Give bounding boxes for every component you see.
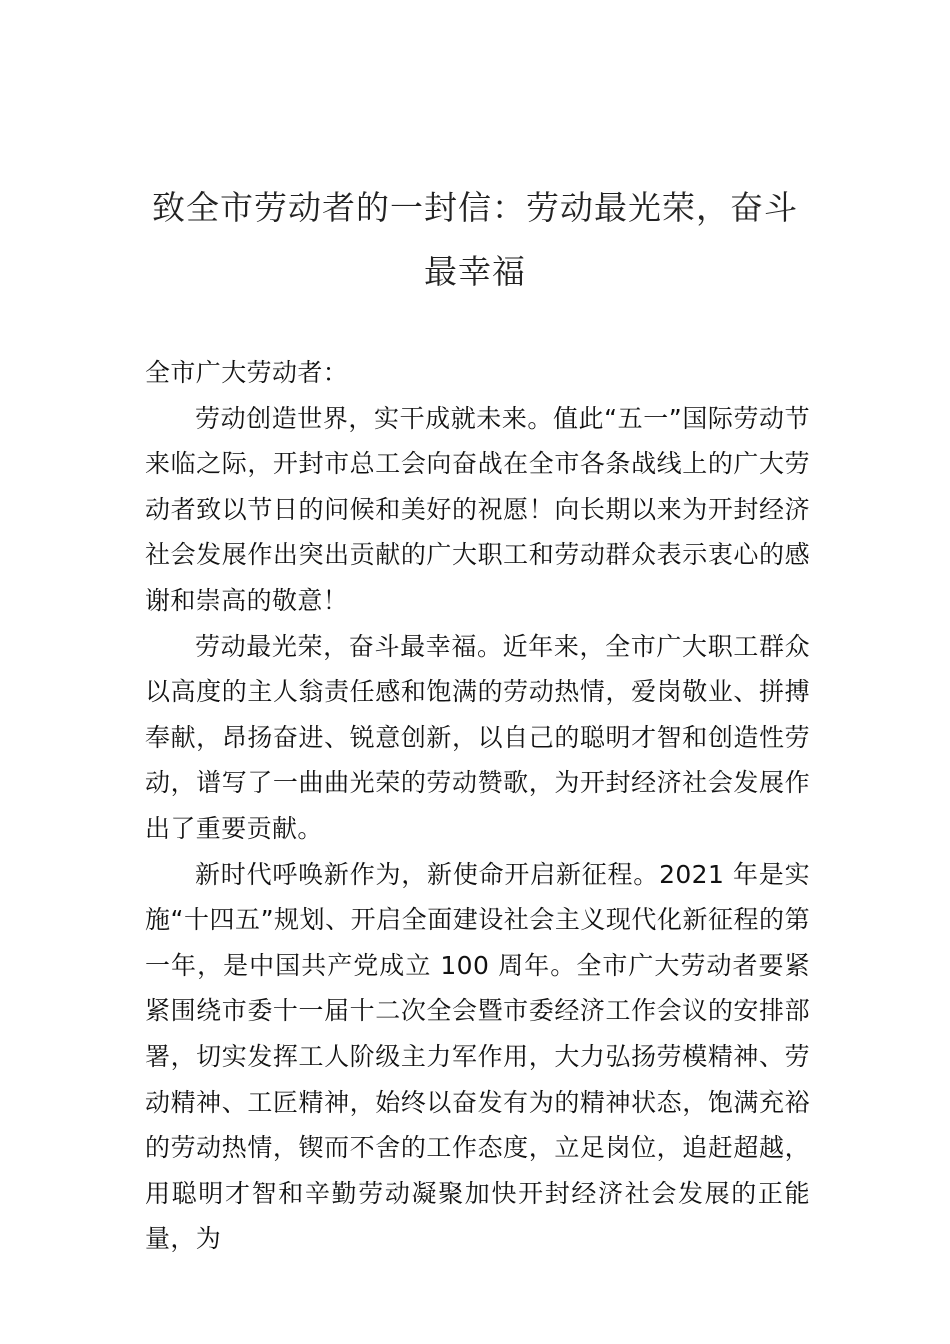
document-title: 致全市劳动者的一封信：劳动最光荣，奋斗最幸福: [152, 188, 798, 291]
letter-body: [145, 350, 810, 1262]
paragraph-3: 新时代呼唤新作为，新使命开启新征程。2021 年是实施“十四五”规划、开启全面建设社会主义现代化新征程的第一年，是中国共产党成立 100 周年。全市广大劳动者要紧紧围绕市委十一届十二次全会暨市委经济工作会议的安排部署，切实发挥工人阶级主力军作用，大力弘扬劳模精神、劳动精神、工匠精神，始终以奋发有为的精神状态，饱满充裕的劳动热情，锲而不舍的工作态度，立足岗位，追赶超越，用聪明才智和辛勤劳动凝聚加快开封经济社会发展的正能量，为: [145, 859, 810, 1254]
paragraph-2: 劳动最光荣，奋斗最幸福。近年来，全市广大职工群众以高度的主人翁责任感和饱满的劳动热情，爱岗敬业、拼搏奉献，昂扬奋进、锐意创新，以自己的聪明才智和创造性劳动，谱写了一曲曲光荣的劳动赞歌，为开封经济社会发展作出了重要贡献。: [145, 631, 810, 843]
paragraph-1: 劳动创造世界，实干成就未来。值此“五一”国际劳动节来临之际，开封市总工会向奋战在全市各条战线上的广大劳动者致以节日的问候和美好的祝愿！向长期以来为开封经济社会发展作出突出贡献的广大职工和劳动群众表示衷心的感谢和崇高的敬意！: [145, 403, 810, 615]
salutation: 全市广大劳动者：: [145, 358, 349, 387]
